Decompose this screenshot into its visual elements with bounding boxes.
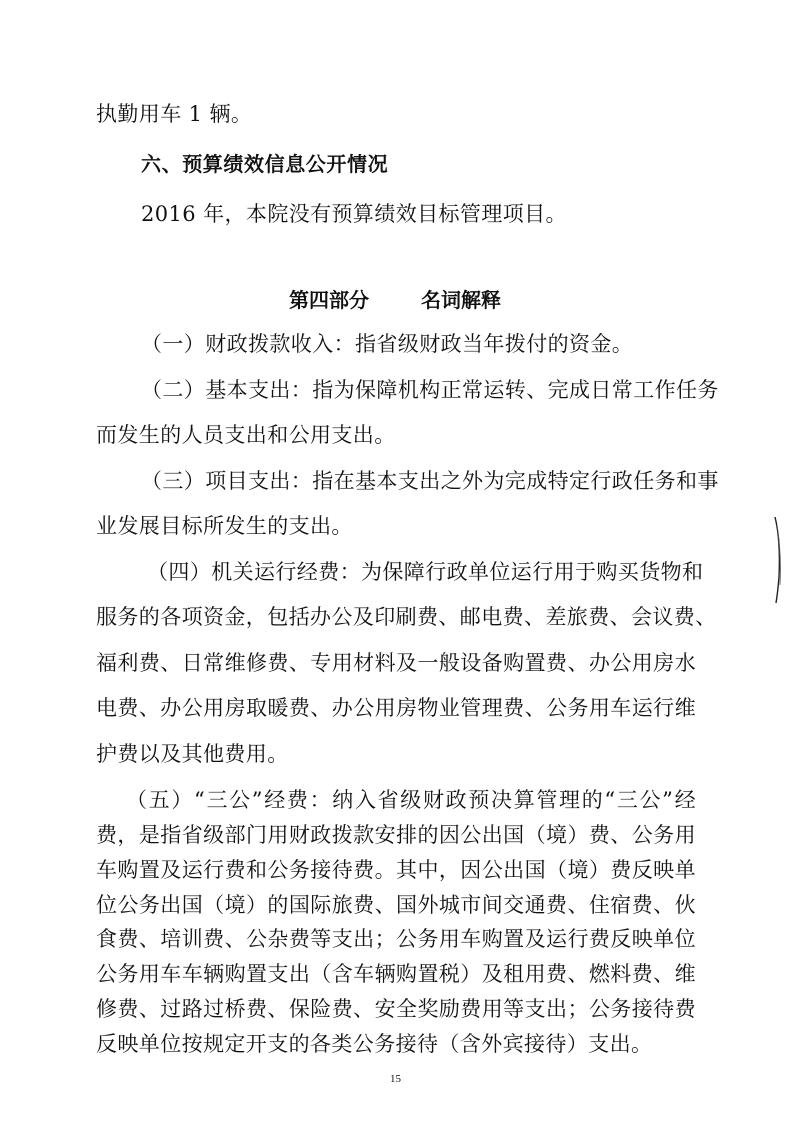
definition-three-public-funds-line-3: 车购置及运行费和公务接待费。其中，因公出国（境）费反映单 <box>96 858 696 882</box>
definition-operating-funds-line-3: 福利费、日常维修费、专用材料及一般设备购置费、办公用房水 <box>96 651 696 675</box>
definition-three-public-funds-line-4: 位公务出国（境）的国际旅费、国外城市间交通费、住宿费、伙 <box>96 893 696 917</box>
page-number: 15 <box>390 1073 401 1085</box>
definition-three-public-funds-line-2: 费，是指省级部门用财政拨款安排的因公出国（境）费、公务用 <box>96 823 696 847</box>
definition-three-public-funds-line-5: 食费、培训费、公杂费等支出；公务用车购置及运行费反映单位 <box>96 927 696 951</box>
text-line-budget-performance: 2016 年，本院没有预算绩效目标管理项目。 <box>141 202 567 226</box>
definition-project-expenditure-line-1: （三）项目支出：指在基本支出之外为完成特定行政任务和事 <box>141 469 719 493</box>
definition-operating-funds-line-1: （四）机关运行经费：为保障行政单位运行用于购买货物和 <box>147 560 704 584</box>
definition-three-public-funds-line-8: 反映单位按规定开支的各类公务接待（含外宾接待）支出。 <box>96 1032 653 1056</box>
definition-operating-funds-line-5: 护费以及其他费用。 <box>96 742 289 766</box>
definition-three-public-funds-line-6: 公务用车车辆购置支出（含车辆购置税）及租用费、燃料费、维 <box>96 962 696 986</box>
scan-binding-mark <box>772 515 782 605</box>
section-heading-budget-performance: 六、预算绩效信息公开情况 <box>141 152 389 176</box>
definition-three-public-funds-line-7: 修费、过路过桥费、保险费、安全奖励费用等支出；公务接待费 <box>96 997 696 1021</box>
definition-operating-funds-line-2: 服务的各项资金，包括办公及印刷费、邮电费、差旅费、会议费、 <box>96 605 717 629</box>
definition-project-expenditure-line-2: 业发展目标所发生的支出。 <box>96 514 353 538</box>
definition-basic-expenditure-line-1: （二）基本支出：指为保障机构正常运转、完成日常工作任务 <box>141 378 719 402</box>
definition-operating-funds-line-4: 电费、办公用房取暖费、办公用房物业管理费、公务用车运行维 <box>96 696 696 720</box>
definition-basic-expenditure-line-2: 而发生的人员支出和公用支出。 <box>96 423 396 447</box>
text-line-1: 执勤用车 1 辆。 <box>96 102 253 126</box>
definition-three-public-funds-line-1: （五）“三公”经费：纳入省级财政预决算管理的“三公”经 <box>126 788 696 812</box>
definition-fiscal-revenue: （一）财政拨款收入：指省级财政当年拨付的资金。 <box>141 332 634 356</box>
part-title <box>289 286 501 314</box>
part-subtitle: 名词解释 <box>421 288 501 312</box>
part-number-title: 第四部分 <box>289 288 369 312</box>
